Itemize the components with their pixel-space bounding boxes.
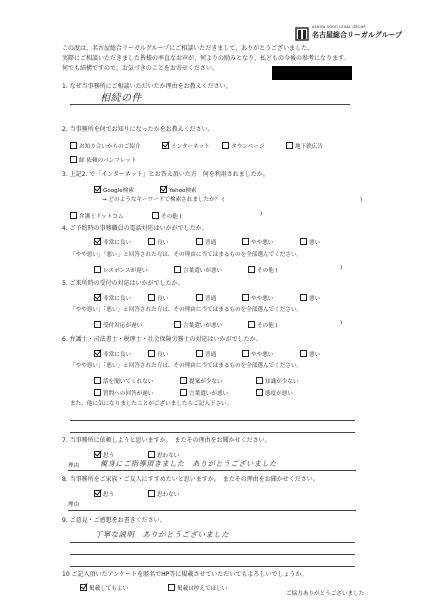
- q3-option-google[interactable]: Google検索: [94, 186, 134, 195]
- q3-option-other[interactable]: その他 (: [152, 212, 182, 221]
- company-logo: [295, 24, 403, 46]
- q6-comment-line-2: [70, 432, 355, 433]
- q5-reason-slow[interactable]: 受付対応が遅い: [94, 321, 142, 330]
- checkbox[interactable]: [242, 350, 249, 357]
- q3-text: 3. 上記2. で「インターネット」とお答え頂いた方 何を利用されましたか。: [62, 171, 269, 178]
- checkbox[interactable]: [256, 377, 263, 384]
- q5-reason-language[interactable]: 言葉遣いが悪い: [174, 321, 222, 330]
- q2-option-pamphlet[interactable]: 師 依頼のパンフレット: [70, 156, 136, 165]
- q8-reason-label: 理由: [68, 502, 80, 508]
- q2-text: 2. 当事務所を何でお知りになったかをお教えください。: [62, 126, 214, 133]
- q4-option-normal[interactable]: 普通: [196, 238, 216, 247]
- q5-option-very-good[interactable]: 非常に良い: [94, 294, 131, 303]
- q8-text: 8. 当事務所をご家族・ご友人にすすめたいと思いますか。 またその理由をお聞かせください。: [62, 476, 319, 483]
- q3-keyword-prompt: → どのようなキーワードで検索されましたか？ (: [102, 197, 225, 203]
- q5-text: 5. ご来所時の受付の対応はいかがでしたか。: [62, 280, 184, 287]
- checkbox[interactable]: [248, 321, 255, 328]
- checkbox[interactable]: [242, 238, 249, 245]
- q3-keyword-close: ): [360, 197, 363, 203]
- checkbox[interactable]: [196, 350, 203, 357]
- q2-option-subway-ad[interactable]: 地下鉄広告: [286, 142, 323, 151]
- q6-reason-little-knowledge[interactable]: 知識が少ない: [256, 377, 299, 386]
- checkbox-checked[interactable]: [80, 584, 87, 591]
- q1-answer: 相続の件: [100, 93, 142, 104]
- checkbox[interactable]: [300, 238, 307, 245]
- q5-option-good[interactable]: 良い: [148, 294, 168, 303]
- checkbox[interactable]: [148, 451, 155, 458]
- q4-option-good[interactable]: 良い: [148, 238, 168, 247]
- q6-reason-slow-answers[interactable]: 質問への回答が遅い: [94, 389, 153, 398]
- q4-option-slightly-bad[interactable]: やや悪い: [242, 238, 273, 247]
- checkbox-checked[interactable]: [94, 238, 101, 245]
- logo-mark-icon: [295, 27, 309, 41]
- checkbox[interactable]: [94, 389, 101, 396]
- checkbox[interactable]: [300, 294, 307, 301]
- q5-option-normal[interactable]: 普通: [196, 294, 216, 303]
- q5-reason-other[interactable]: その他 (: [248, 321, 278, 330]
- q4-text: 4. ご予約時の事務職員の電話対応はいかがでしたか。: [62, 225, 208, 232]
- checkbox[interactable]: [168, 584, 175, 591]
- q6-option-bad[interactable]: 悪い: [300, 350, 320, 359]
- q6-more-text: また、他に気になりましたことがございましたらご記入下さい。: [70, 401, 233, 407]
- checkbox[interactable]: [152, 212, 159, 219]
- q5-reason-close: ): [340, 320, 343, 326]
- q1-answer-line: [70, 104, 350, 105]
- closing-text: ご協力ありがとうございました: [286, 591, 365, 597]
- checkbox-checked[interactable]: [94, 490, 101, 497]
- q8-reason-line: [68, 510, 356, 511]
- q7-option-no[interactable]: 思わない: [148, 451, 179, 460]
- checkbox-checked[interactable]: [94, 350, 101, 357]
- intro-line-1: この度は、名古屋総合リーガルグループにご相談いただきまして、ありがとうございました。: [62, 45, 314, 52]
- q4-reason-slow[interactable]: レスポンスが遅い: [94, 266, 147, 275]
- q6-text: 6. 弁護士・司法書士・税理士・社会保険労務士の対応はいかがでしたか。: [62, 336, 262, 343]
- q9-text: 9. ご意見・ご感想をお書きください。: [62, 517, 166, 524]
- q6-reason-language[interactable]: 言葉遣いが悪い: [180, 389, 228, 398]
- q6-option-normal[interactable]: 普通: [196, 350, 216, 359]
- q4-reason-language[interactable]: 言葉遣いが悪い: [174, 266, 222, 275]
- logo-title: 名古屋総合リーガルグループ: [312, 31, 403, 39]
- checkbox[interactable]: [248, 266, 255, 273]
- checkbox[interactable]: [196, 294, 203, 301]
- checkbox[interactable]: [300, 350, 307, 357]
- q2-option-townpage[interactable]: タウンページ: [222, 142, 264, 151]
- q7-reason-label: 理由: [68, 463, 80, 469]
- logo-subtext: ASHIYA GOGO LEGAL GROUP: [312, 25, 366, 29]
- checkbox[interactable]: [256, 389, 263, 396]
- checkbox[interactable]: [94, 377, 101, 384]
- checkbox[interactable]: [70, 212, 77, 219]
- q2-option-introduction[interactable]: お知り合いからのご紹介: [70, 142, 141, 151]
- q2-option-internet[interactable]: インターネット: [162, 142, 210, 151]
- checkbox-checked[interactable]: [160, 186, 167, 193]
- q3-option-yahoo[interactable]: Yahoo検索: [160, 186, 197, 195]
- checkbox[interactable]: [70, 142, 77, 149]
- q7-option-yes[interactable]: 思う: [94, 451, 114, 460]
- redaction-block: [272, 66, 352, 80]
- checkbox-checked[interactable]: [94, 451, 101, 458]
- checkbox[interactable]: [242, 294, 249, 301]
- q9-answer: 丁寧な説明 ありがとうございました: [95, 530, 230, 539]
- q5-option-slightly-bad[interactable]: やや悪い: [242, 294, 273, 303]
- checkbox[interactable]: [286, 142, 293, 149]
- q5-reason-text: 「やや悪い」「悪い」と回答された方は、その理由に当てはまるものを全部選んでください。: [70, 307, 303, 313]
- q4-option-very-good[interactable]: 非常に良い: [94, 238, 131, 247]
- q6-option-good[interactable]: 良い: [148, 350, 168, 359]
- q1-text: 1. なぜ当事務所にご相談いただいたか理由をお教えください。: [62, 83, 232, 90]
- checkbox[interactable]: [196, 238, 203, 245]
- checkbox-checked[interactable]: [94, 294, 101, 301]
- checkbox[interactable]: [148, 350, 155, 357]
- checkbox[interactable]: [94, 321, 101, 328]
- q10-option-allow[interactable]: 掲載してもよい: [80, 584, 128, 593]
- q7-reason-answer: 親身にご指導頂きました ありがとうございました: [100, 459, 277, 468]
- checkbox[interactable]: [70, 156, 77, 163]
- checkbox[interactable]: [174, 266, 181, 273]
- checkbox[interactable]: [148, 490, 155, 497]
- q6-option-slightly-bad[interactable]: やや悪い: [242, 350, 273, 359]
- checkbox-checked[interactable]: [94, 186, 101, 193]
- checkbox[interactable]: [180, 377, 187, 384]
- checkbox[interactable]: [148, 294, 155, 301]
- q6-reason-text: 「やや悪い」「悪い」と回答された方は、その理由に当てはまるものを全部選んでください。: [70, 363, 303, 369]
- intro-line-3: 何でも結構ですので、お気づきのことをお寄せください。: [62, 65, 218, 72]
- q9-line-2: [70, 554, 355, 555]
- q10-option-decline[interactable]: 掲載は控えてほしい: [168, 584, 227, 593]
- checkbox[interactable]: [148, 238, 155, 245]
- q8-option-yes[interactable]: 思う: [94, 490, 114, 499]
- q4-option-bad[interactable]: 悪い: [300, 238, 320, 247]
- intro-line-2: 実際にご相談いただきました皆様の率直なお声が、何よりの励みとなり、私どもの今後の参考になります。: [62, 55, 350, 62]
- checkbox-checked[interactable]: [162, 142, 169, 149]
- checkbox[interactable]: [174, 321, 181, 328]
- checkbox[interactable]: [180, 389, 187, 396]
- q9-line-3: [70, 566, 355, 567]
- checkbox[interactable]: [94, 266, 101, 273]
- q6-option-very-good[interactable]: 非常に良い: [94, 350, 131, 359]
- checkbox[interactable]: [222, 142, 229, 149]
- q4-reason-text: 「やや悪い」「悪い」と回答された方は、その理由に当てはまるものを全部選んでください。: [70, 252, 303, 258]
- q3-option-bengoshi[interactable]: 弁護士ドットコム: [70, 212, 123, 221]
- q6-reason-attitude[interactable]: 態度が悪い: [256, 389, 293, 398]
- q6-reason-few-proposals[interactable]: 提案が少ない: [180, 377, 223, 386]
- q10-text: 10 ご記入頂いたアンケートを匿名でHP等に掲載させていただいてもよろしいでしょうか。: [62, 571, 308, 578]
- q4-reason-other[interactable]: その他 (: [248, 266, 278, 275]
- q6-comment-line-1: [70, 420, 355, 421]
- q3-other-close: ): [260, 211, 263, 217]
- q5-option-bad[interactable]: 悪い: [300, 294, 320, 303]
- q8-option-no[interactable]: 思わない: [148, 490, 179, 499]
- q6-reason-not-listening[interactable]: 話を聞いてくれない: [94, 377, 153, 386]
- q4-reason-close: ): [340, 265, 343, 271]
- q9-line-1: [70, 542, 355, 543]
- q7-reason-line: [68, 470, 356, 471]
- q7-text: 7. 当事務所に依頼しようと思いますか。 またその理由をお聞かせください。: [62, 437, 271, 444]
